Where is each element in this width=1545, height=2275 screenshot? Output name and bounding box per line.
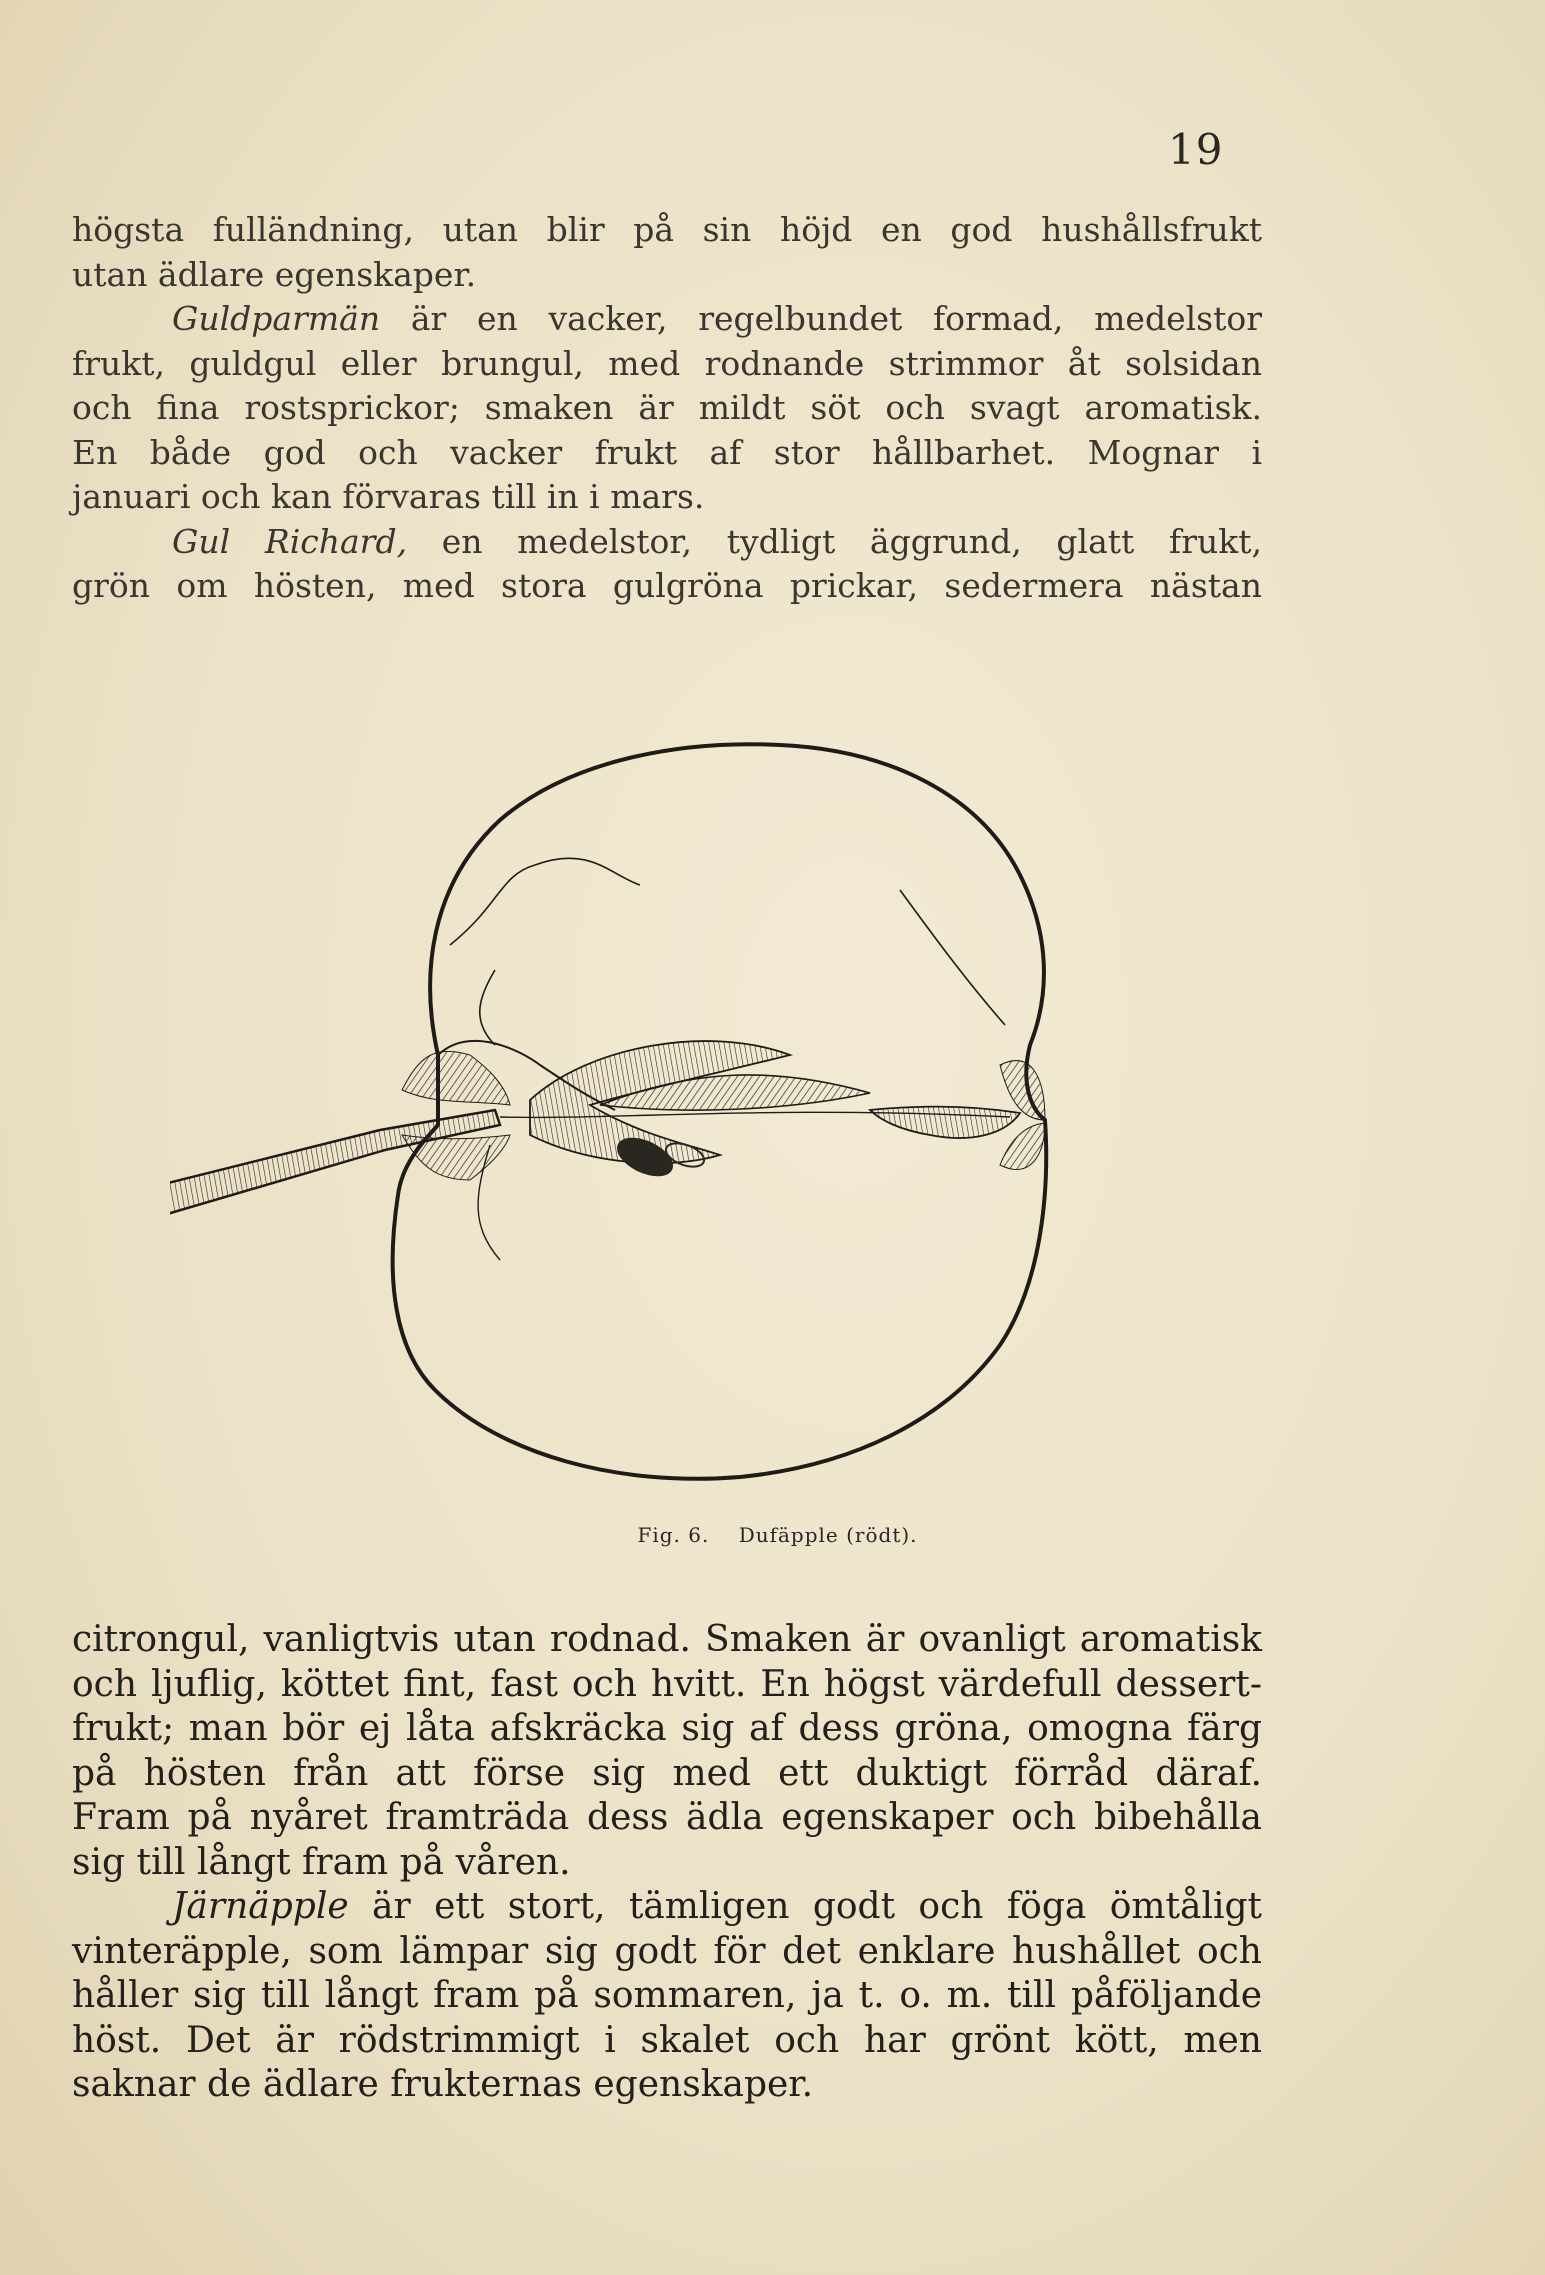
text-line bbox=[72, 1885, 1262, 1930]
apple-cross-section-drawing bbox=[170, 725, 1190, 1495]
vascular-line-right bbox=[900, 890, 1005, 1025]
text-line-content: höst. Det är rödstrimmigt i skalet och har grönt kött, men bbox=[72, 2019, 1262, 2061]
text-line-content: och ljuflig, köttet fint, fast och hvitt. En högst värdefull dessert- bbox=[72, 1663, 1262, 1705]
calyx bbox=[870, 1107, 1020, 1138]
apple-illustration bbox=[170, 725, 1190, 1495]
text-line bbox=[72, 1796, 1262, 1841]
text-line bbox=[72, 520, 1262, 565]
figure-caption-title: Dufäpple (rödt). bbox=[738, 1523, 918, 1547]
text-line-content: januari och kan förvaras till in i mars. bbox=[72, 477, 705, 516]
text-line-content: på hösten från att förse sig med ett duktigt förråd däraf. bbox=[72, 1752, 1262, 1794]
text-line-content: frukt, guldgul eller brungul, med rodnande strimmor åt solsidan bbox=[72, 343, 1262, 383]
text-line bbox=[72, 2019, 1262, 2064]
calyx-shading-lower bbox=[1000, 1123, 1045, 1169]
text-line-content: frukt; man bör ej låta afskräcka sig af dess gröna, omogna färg bbox=[72, 1708, 1262, 1749]
text-line bbox=[72, 1841, 1262, 1886]
text-line bbox=[72, 386, 1262, 431]
text-line bbox=[72, 475, 1262, 520]
text-line bbox=[72, 342, 1262, 387]
text-line-content: sig till långt fram på våren. bbox=[72, 1841, 571, 1883]
text-line bbox=[72, 1707, 1262, 1752]
text-line-content: grön om hösten, med stora gulgröna prickar, sedermera nästan bbox=[72, 566, 1262, 605]
text-line bbox=[72, 564, 1262, 609]
text-line bbox=[72, 208, 1262, 253]
text-line bbox=[72, 253, 1262, 298]
variety-name: Guldparmän bbox=[172, 299, 381, 338]
text-line-content: är ett stort, tämligen godt och föga ömtåligt bbox=[372, 1886, 1262, 1927]
lower-text-block bbox=[72, 1618, 1262, 2108]
text-line-content: saknar de ädlare frukternas egenskaper. bbox=[72, 2064, 814, 2105]
text-line-content: utan ädlare egenskaper. bbox=[72, 254, 477, 294]
text-line bbox=[72, 431, 1262, 476]
text-line bbox=[72, 1618, 1262, 1663]
page-number: 19 bbox=[1168, 125, 1224, 174]
text-line-content: vinteräpple, som lämpar sig godt för det enklare hushållet och bbox=[72, 1930, 1262, 1972]
core-line-upper bbox=[450, 858, 640, 945]
figure-caption-label: Fig. 6. bbox=[637, 1523, 710, 1547]
variety-name: Järnäpple bbox=[172, 1886, 349, 1927]
variety-name: Gul Richard, bbox=[172, 521, 408, 561]
figure-caption bbox=[0, 1523, 1545, 1547]
text-line-content: och fina rostsprickor; smaken är mildt söt och svagt aromatisk. bbox=[72, 388, 1262, 427]
upper-text-block bbox=[72, 208, 1262, 609]
text-line bbox=[72, 1974, 1262, 2019]
vascular-line-left bbox=[480, 970, 495, 1045]
text-line-content: högsta fulländning, utan blir på sin höjd en god hushållsfrukt bbox=[72, 210, 1262, 249]
text-line-content: Fram på nyåret framträda dess ädla egenskaper och bibehålla bbox=[72, 1797, 1262, 1838]
text-line-content: en medelstor, tydligt äggrund, glatt frukt, bbox=[441, 521, 1263, 561]
stem-cavity-shading bbox=[402, 1051, 510, 1105]
text-line-content: En både god och vacker frukt af stor hållbarhet. Mognar i bbox=[72, 432, 1262, 472]
text-line bbox=[72, 1930, 1262, 1975]
text-line-content: håller sig till långt fram på sommaren, ja t. o. m. till påföljande bbox=[72, 1975, 1262, 2016]
text-line-content: citrongul, vanligtvis utan rodnad. Smaken är ovanligt aromatisk bbox=[72, 1619, 1262, 1660]
text-line-content: är en vacker, regelbundet formad, medelstor bbox=[410, 299, 1262, 338]
text-line bbox=[72, 1663, 1262, 1708]
text-line bbox=[72, 1752, 1262, 1797]
text-line bbox=[72, 2063, 1262, 2108]
text-line bbox=[72, 297, 1262, 342]
